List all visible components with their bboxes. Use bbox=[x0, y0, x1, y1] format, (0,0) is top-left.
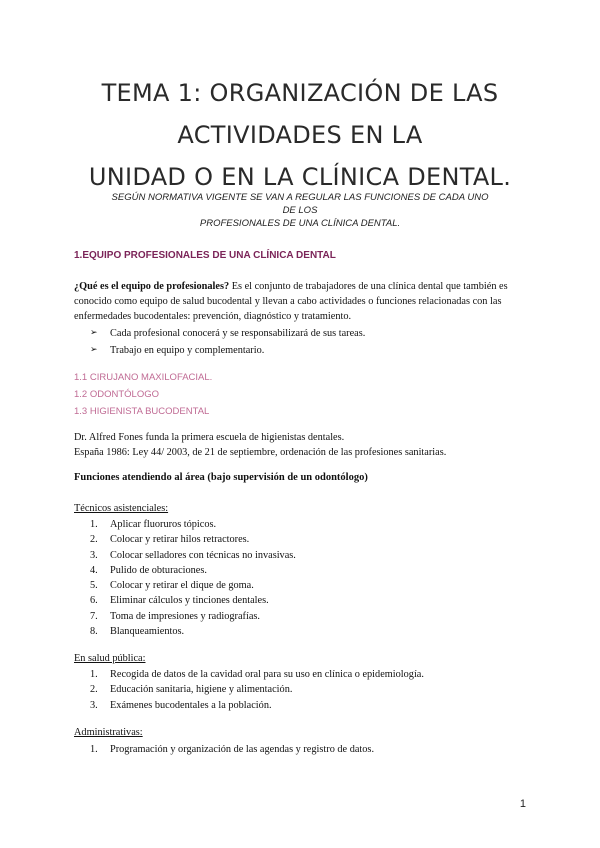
arrow-bullet-icon: ➢ bbox=[90, 345, 98, 355]
intro-question: ¿Qué es el equipo de profesionales? bbox=[74, 281, 230, 292]
title-line-2: UNIDAD O EN LA CLÍNICA DENTAL. bbox=[88, 163, 512, 191]
list-item: 3. Colocar selladores con técnicas no invasivas. bbox=[90, 549, 296, 561]
item-text: Educación sanitaria, higiene y alimentación. bbox=[110, 684, 293, 696]
list-item: 1. Recogida de datos de la cavidad oral para su uso en clínica o epidemiología. bbox=[90, 669, 424, 680]
item-text: Programación y organización de las agendas y registro de datos. bbox=[110, 744, 375, 755]
subsection-list bbox=[74, 369, 212, 420]
page-number: 1 bbox=[519, 798, 526, 810]
list-item: 4. Pulido de obturaciones. bbox=[90, 564, 207, 576]
item-text: Exámenes bucodentales a la población. bbox=[110, 699, 272, 711]
list-item: 3. Exámenes bucodentales a la población. bbox=[90, 699, 272, 711]
item-text: Blanqueamientos. bbox=[110, 626, 185, 638]
item-text: Eliminar cálculos y tinciones dentales. bbox=[110, 595, 269, 607]
list-item: 2. Educación sanitaria, higiene y alimentación. bbox=[90, 684, 293, 696]
bullet-text: Trabajo en equipo y complementario. bbox=[110, 345, 265, 356]
history-paragraph bbox=[74, 430, 544, 460]
item-text: Toma de impresiones y radiografías. bbox=[110, 610, 260, 622]
administrativas-list bbox=[90, 742, 374, 757]
salud-publica-list bbox=[90, 667, 424, 713]
arrow-bullet-icon: ➢ bbox=[90, 328, 98, 338]
list-item: 7. Toma de impresiones y radiografías. bbox=[90, 610, 260, 622]
subsection-heading: 1.1 CIRUJANO MAXILOFACIAL. bbox=[74, 372, 213, 383]
intro-paragraph bbox=[74, 279, 534, 324]
list-item: 5. Colocar y retirar el dique de goma. bbox=[90, 580, 254, 592]
item-text: Colocar selladores con técnicas no invasivas. bbox=[110, 549, 296, 561]
subtitle bbox=[110, 191, 490, 230]
page-title bbox=[40, 72, 560, 198]
history-line: Dr. Alfred Fones funda la primera escuela de higienistas dentales. bbox=[74, 432, 345, 443]
list-item: 8. Blanqueamientos. bbox=[90, 626, 185, 638]
subtitle-line-1: SEGÚN NORMATIVA VIGENTE SE VAN A REGULAR LAS FUNCIONES DE CADA UNO DE LOS bbox=[111, 192, 489, 216]
list-item: 2. Colocar y retirar hilos retractores. bbox=[90, 534, 250, 546]
title-line-1: TEMA 1: ORGANIZACIÓN DE LAS ACTIVIDADES EN LA bbox=[101, 79, 499, 149]
item-text: Colocar y retirar el dique de goma. bbox=[110, 580, 254, 592]
bullet-text: Cada profesional conocerá y se responsabilizará de sus tareas. bbox=[110, 328, 366, 339]
subsection-heading: 1.2 ODONTÓLOGO bbox=[74, 389, 159, 400]
subsection-heading: 1.3 HIGIENISTA BUCODENTAL bbox=[74, 406, 210, 417]
group-heading-administrativas: Administrativas: bbox=[74, 727, 143, 738]
list-item: 1. Aplicar fluoruros tópicos. bbox=[90, 519, 217, 530]
subtitle-line-2: PROFESIONALES DE UNA CLÍNICA DENTAL. bbox=[199, 218, 401, 229]
group-heading-tecnicos: Técnicos asistenciales: bbox=[74, 503, 169, 514]
bullet-list bbox=[90, 325, 365, 359]
list-item bbox=[90, 325, 365, 342]
tecnicos-list bbox=[90, 517, 296, 639]
functions-heading: Funciones atendiendo al área (bajo supervisión de un odontólogo) bbox=[74, 472, 368, 483]
item-text: Pulido de obturaciones. bbox=[110, 564, 207, 576]
item-text: Aplicar fluoruros tópicos. bbox=[110, 519, 217, 530]
intro-text: Es el conjunto de trabajadores de una clínica dental que también es conocido como equipo de salud bucodental y llevan a cabo actividades o funciones relacionadas con las enfermedades bucodentales: prevención, diagnóstico y tratamiento. bbox=[74, 281, 508, 322]
section-heading: 1.EQUIPO PROFESIONALES DE UNA CLÍNICA DENTAL bbox=[74, 250, 336, 261]
list-item bbox=[90, 342, 365, 359]
item-text: Recogida de datos de la cavidad oral para su uso en clínica o epidemiología. bbox=[110, 669, 424, 680]
group-heading-salud-publica: En salud pública: bbox=[74, 653, 146, 664]
list-item: 1. Programación y organización de las agendas y registro de datos. bbox=[90, 744, 375, 755]
history-line: España 1986: Ley 44/ 2003, de 21 de septiembre, ordenación de las profesiones sanitarias. bbox=[74, 447, 447, 458]
list-item: 6. Eliminar cálculos y tinciones dentales. bbox=[90, 595, 269, 607]
item-text: Colocar y retirar hilos retractores. bbox=[110, 534, 250, 546]
